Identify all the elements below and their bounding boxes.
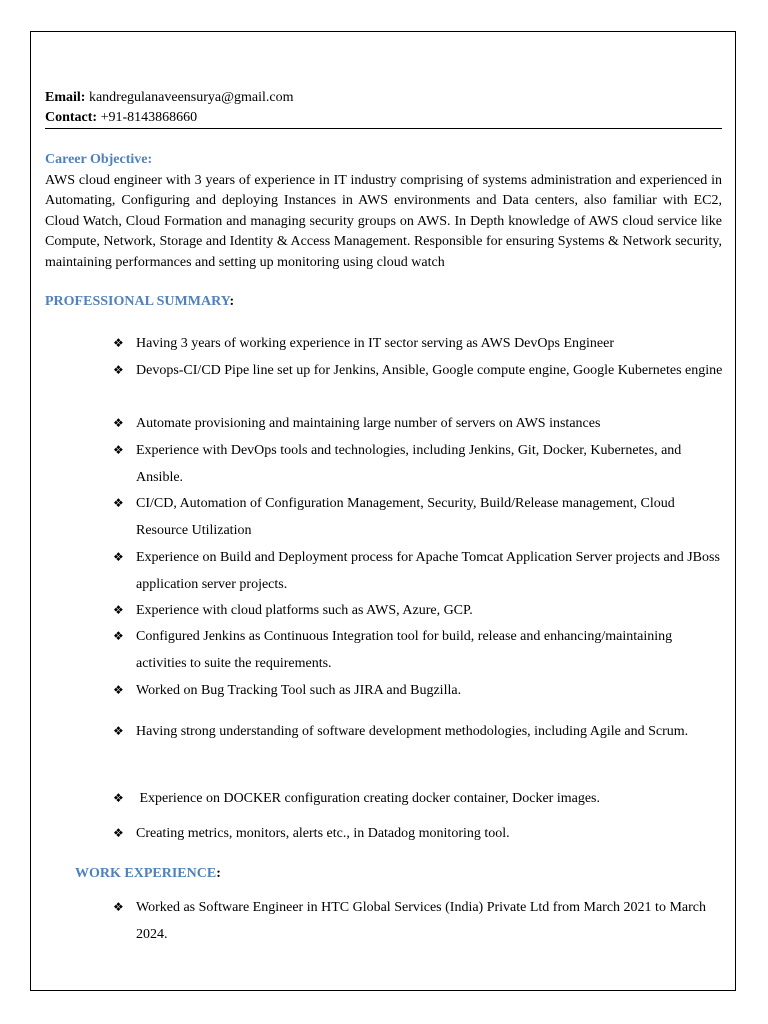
phone-value: +91-8143868660	[100, 109, 198, 125]
list-item	[113, 623, 725, 677]
list-item-text: Experience on DOCKER configuration creating docker container, Docker images.	[136, 791, 600, 806]
career-objective-title: Career Objective:	[45, 152, 153, 167]
list-item	[113, 330, 725, 357]
professional-summary-colon: :	[229, 294, 235, 309]
list-item	[113, 357, 725, 384]
bullet-icon: ❖	[113, 416, 124, 430]
list-item-text: Automate provisioning and maintaining large number of servers on AWS instances	[136, 416, 601, 431]
list-item-text: Worked on Bug Tracking Tool such as JIRA and Bugzilla.	[136, 683, 462, 698]
phone-label: Contact:	[45, 109, 98, 125]
bullet-icon: ❖	[113, 496, 124, 510]
bullet-icon: ❖	[113, 550, 124, 564]
bullet-icon: ❖	[113, 363, 124, 377]
phone-line	[45, 108, 722, 128]
bullet-icon: ❖	[113, 826, 124, 840]
bullet-icon: ❖	[113, 603, 124, 617]
bullet-icon: ❖	[113, 629, 124, 643]
list-item-text: Having 3 years of working experience in IT sector serving as AWS DevOps Engineer	[136, 336, 614, 351]
list-item-text: Experience on Build and Deployment process for Apache Tomcat Application Server projects and JBoss application server projects.	[136, 550, 720, 592]
list-item-text: CI/CD, Automation of Configuration Management, Security, Build/Release management, Cloud Resource Utilization	[136, 496, 675, 538]
work-experience-colon: :	[216, 866, 221, 881]
work-experience-heading	[75, 864, 221, 884]
bullet-icon: ❖	[113, 724, 124, 738]
list-item-text: Experience with DevOps tools and technologies, including Jenkins, Git, Docker, Kubernetes, and Ansible.	[136, 443, 682, 485]
list-item-text: Creating metrics, monitors, alerts etc., in Datadog monitoring tool.	[136, 826, 510, 841]
list-item	[113, 437, 725, 491]
list-item-text: Devops-CI/CD Pipe line set up for Jenkins, Ansible, Google compute engine, Google Kubernetes engine	[136, 363, 723, 378]
list-item	[113, 544, 725, 598]
bullet-icon: ❖	[113, 900, 124, 914]
list-item-text: Having strong understanding of software development methodologies, including Agile and Scrum.	[136, 724, 689, 739]
professional-summary-heading	[45, 292, 234, 312]
email-label: Email:	[45, 90, 86, 105]
list-item	[113, 597, 725, 624]
list-item	[113, 410, 725, 437]
professional-summary-title: PROFESSIONAL SUMMARY	[45, 294, 230, 309]
work-experience-title: WORK EXPERIENCE	[75, 866, 217, 881]
contact-block	[45, 88, 722, 129]
list-item	[113, 714, 725, 749]
career-objective-text: AWS cloud engineer with 3 years of experience in IT industry comprising of systems administration and experienced in Automating, Configuring and deploying Instances in AWS environments and Data centers, also familiar with EC2, Cloud Watch, Cloud Formation and managing security groups on AWS. In Depth knowledge of AWS cloud service like Compute, Network, Storage and Identity & Access Management. Responsible for ensuring Systems & Network security, maintaining performances and setting up monitoring using cloud watch	[45, 172, 722, 270]
email-value: kandregulanaveensurya@gmail.com	[88, 90, 294, 105]
email-line	[45, 88, 722, 108]
list-item	[113, 785, 725, 812]
bullet-icon: ❖	[113, 443, 124, 457]
list-item-text: Configured Jenkins as Continuous Integration tool for build, release and enhancing/maintaining activities to suite the requirements.	[136, 629, 673, 671]
list-item	[113, 894, 725, 948]
work-item-text: Worked as Software Engineer in HTC Global Services (India) Private Ltd from March 2021 to March 2024.	[136, 900, 706, 942]
list-item	[113, 820, 725, 847]
career-objective-section	[45, 150, 722, 273]
list-item	[113, 490, 725, 544]
list-item	[113, 677, 725, 704]
list-item-text: Experience with cloud platforms such as AWS, Azure, GCP.	[136, 603, 473, 618]
bullet-icon: ❖	[113, 791, 124, 805]
bullet-icon: ❖	[113, 683, 124, 697]
bullet-icon: ❖	[113, 336, 124, 350]
